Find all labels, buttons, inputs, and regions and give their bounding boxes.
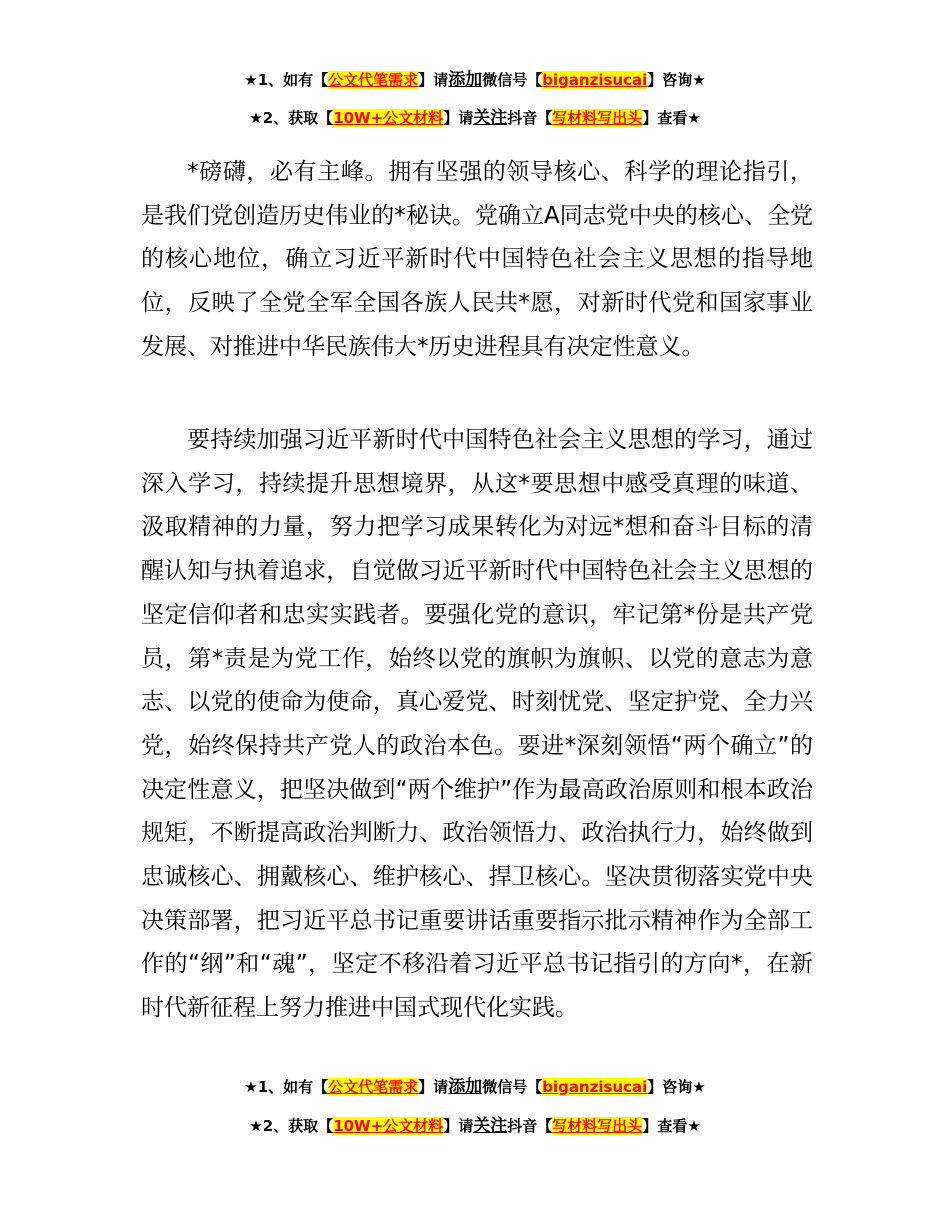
promo-suffix: 】查看★ <box>642 1117 701 1135</box>
promo-suffix: 】咨询★ <box>647 1078 706 1096</box>
promo-mid: 】请 <box>418 71 449 89</box>
promo-mid: 】请 <box>443 109 474 127</box>
body-paragraph-2: 要持续加强习近平新时代中国特色社会主义思想的学习，通过深入学习，持续提升思想境界，从这*要思想中感受真理的味道、汲取精神的力量，努力把学习成果转化为对远*想和奋斗目标的清醒认知与执着追求，自觉做习近平新时代中国特色社会主义思想的坚定信仰者和忠实实践者。要强化党的意识，牢记第*份是共产党员，第*责是为党工作，始终以党的旗帜为旗帜、以党的意志为意志、以党的使命为使命，真心爱党、时刻忧党、坚定护党、全力兴党，始终保持共产党人的政治本色。要进*深刻领悟“两个确立”的决定性意义，把坚决做到“两个维护”作为最高政治原则和根本政治规矩，不断提高政治判断力、政治领悟力、政治执行力，始终做到忠诚核心、拥戴核心、维护核心、捍卫核心。坚决贯彻落实党中央决策部署，把习近平总书记重要讲话重要指示批示精神作为全部工作的“纲”和“魂”，坚定不移沿着习近平总书记指引的方向*，在新时代新征程上努力推进中国式现代化实践。 <box>141 427 813 1022</box>
promo-douyin-account: 写材料写出头 <box>552 109 643 127</box>
promo-after: 微信号【 <box>482 1078 543 1096</box>
promo-underlined-add: 添加 <box>448 1077 483 1097</box>
promo-line-douyin <box>0 107 950 129</box>
promo-underlined-add: 添加 <box>448 70 483 90</box>
promo-wechat-id: biganzisucai <box>542 1078 648 1096</box>
promo-highlight-materials: 10W+公文材料 <box>333 1117 444 1135</box>
promo-douyin-account: 写材料写出头 <box>552 1117 643 1135</box>
promo-prefix: ★1、如有【 <box>244 71 329 89</box>
promo-line-wechat <box>0 1076 950 1098</box>
promo-underlined-follow: 关注 <box>473 1116 508 1136</box>
promo-after: 微信号【 <box>482 71 543 89</box>
promo-line-wechat <box>0 69 950 91</box>
promo-highlight-service: 公文代笔需求 <box>328 1078 419 1096</box>
promo-mid: 】请 <box>443 1117 474 1135</box>
promo-suffix: 】咨询★ <box>647 71 706 89</box>
promo-highlight-service: 公文代笔需求 <box>328 71 419 89</box>
promo-underlined-follow: 关注 <box>473 108 508 128</box>
promo-prefix: ★1、如有【 <box>244 1078 329 1096</box>
promo-after: 抖音【 <box>507 109 553 127</box>
promo-after: 抖音【 <box>507 1117 553 1135</box>
promo-mid: 】请 <box>418 1078 449 1096</box>
body-paragraph-1: *磅礴，必有主峰。拥有坚强的领导核心、科学的理论指引，是我们党创造历史伟业的*秘诀。党确立A同志党中央的核心、全党的核心地位，确立习近平新时代中国特色社会主义思想的指导地位，反映了全党全军全国各族人民共*愿，对新时代党和国家事业发展、对推进中华民族伟大*历史进程具有决定性意义。 <box>141 159 813 360</box>
promo-suffix: 】查看★ <box>642 109 701 127</box>
promo-prefix: ★2、获取【 <box>249 109 334 127</box>
promo-highlight-materials: 10W+公文材料 <box>333 109 444 127</box>
promo-line-douyin <box>0 1115 950 1137</box>
promo-prefix: ★2、获取【 <box>249 1117 334 1135</box>
promo-wechat-id: biganzisucai <box>542 71 648 89</box>
